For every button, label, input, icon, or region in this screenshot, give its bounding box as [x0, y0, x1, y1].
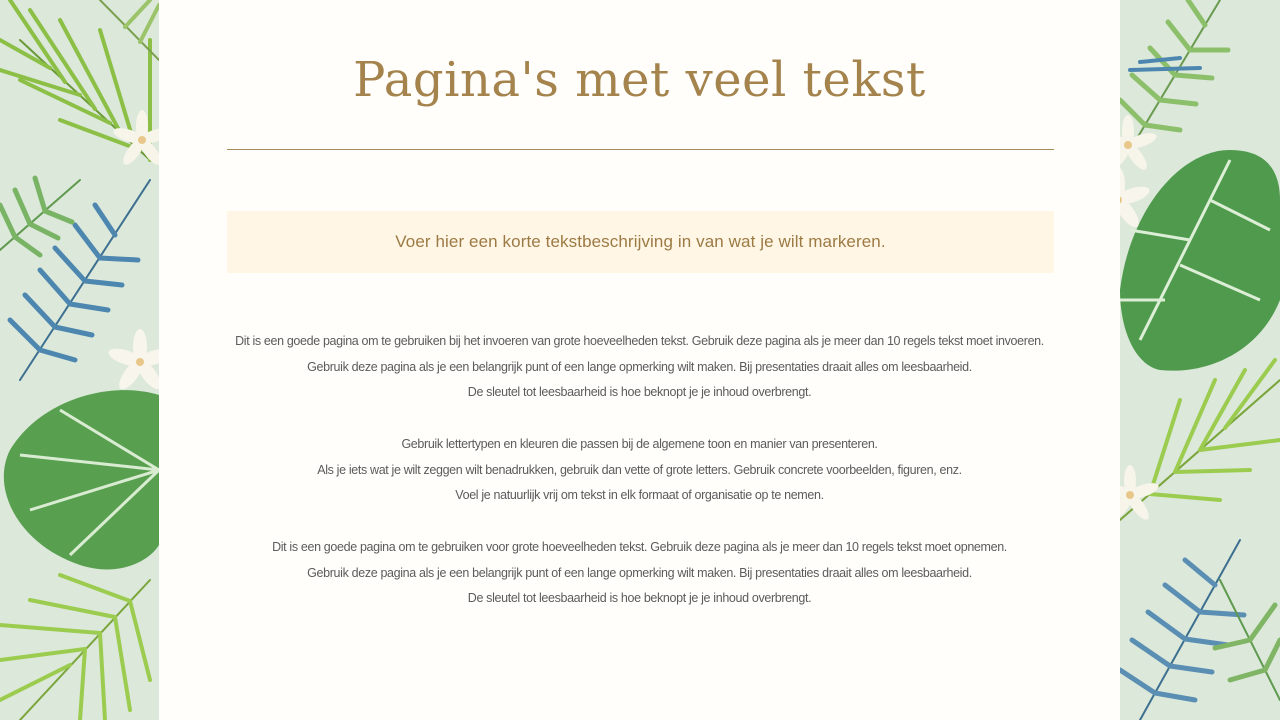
content-card: [159, 0, 1120, 720]
title-divider: [227, 149, 1054, 150]
body-line: Dit is een goede pagina om te gebruiken bij het invoeren van grote hoeveelheden tekst. Gebruik deze pagina als je meer dan 10 regels tekst moet invoeren.: [235, 334, 1044, 348]
body-line: Gebruik deze pagina als je een belangrijk punt of een lange opmerking wilt maken. Bij presentaties draait alles om leesbaarheid.: [307, 359, 972, 374]
body-line: Als je iets wat je wilt zeggen wilt benadrukken, gebruik dan vette of grote letters. Gebruik concrete voorbeelden, figuren, enz.: [317, 462, 962, 477]
body-line: Gebruik deze pagina als je een belangrijk punt of een lange opmerking wilt maken. Bij presentaties draait alles om leesbaarheid.: [307, 565, 972, 580]
highlight-box: [227, 211, 1054, 273]
body-line: De sleutel tot leesbaarheid is hoe beknopt je je inhoud overbrengt.: [467, 385, 812, 400]
highlight-text: Voer hier een korte tekstbeschrijving in van wat je wilt markeren.: [395, 232, 886, 251]
left-foliage-decoration: [0, 0, 159, 720]
page-title: Pagina's met veel tekst: [353, 52, 926, 108]
tropical-leaves-illustration: [1120, 0, 1280, 720]
body-line: Dit is een goede pagina om te gebruiken voor grote hoeveelheden tekst. Gebruik deze pagina als je meer dan 10 regels tekst moet opnemen.: [272, 540, 1007, 554]
right-foliage-decoration: [1120, 0, 1280, 720]
body-paragraph-2: [159, 432, 1120, 509]
body-paragraph-1: [159, 329, 1120, 406]
body-line: Gebruik lettertypen en kleuren die passen bij de algemene toon en manier van presenteren.: [401, 437, 878, 451]
body-line: De sleutel tot leesbaarheid is hoe beknopt je je inhoud overbrengt.: [467, 591, 812, 606]
body-line: Voel je natuurlijk vrij om tekst in elk formaat of organisatie op te nemen.: [455, 488, 824, 503]
body-paragraph-3: [159, 535, 1120, 612]
tropical-leaves-illustration: [0, 0, 159, 720]
